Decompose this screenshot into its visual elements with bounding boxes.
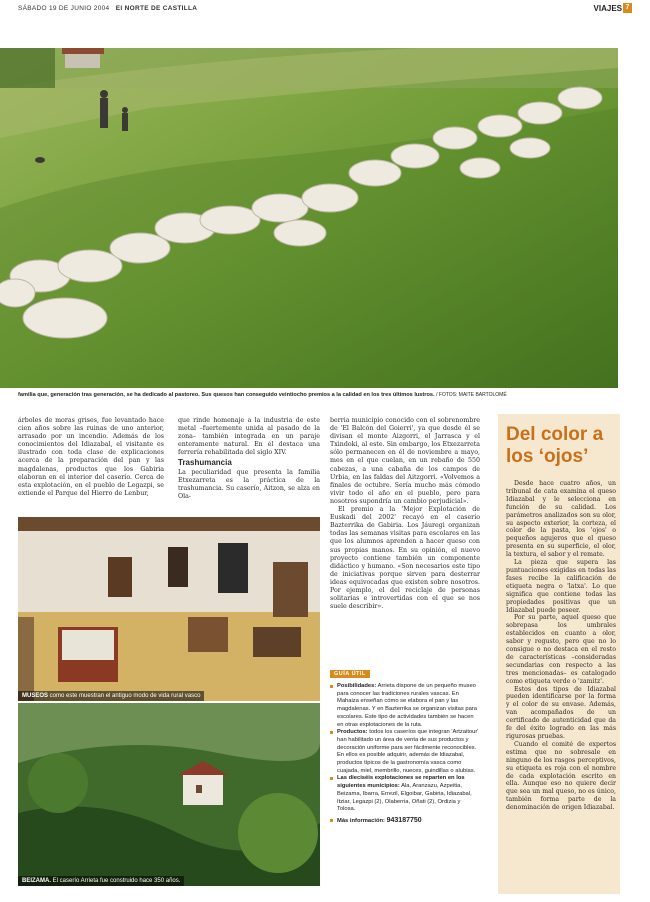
guide-item-label: Productos: — [337, 729, 368, 736]
useful-guide-box — [330, 660, 480, 888]
info-label: Más información: — [337, 817, 385, 824]
beizama-caption-text: El caserío Arrieta fue construido hace 350 años. — [51, 878, 181, 884]
guide-info — [330, 817, 480, 826]
guide-item — [330, 683, 480, 729]
page-number: 7 — [623, 3, 632, 13]
guide-item-text: Arrieta dispone de un pequeño museo para conocer las tradiciones rurales vascas. En Mahaiza enseñan cómo se elabora el pan y las magdalenas. Y en Bazterrika se organizan visitas para escolares. Este tipo de actividades también se hacen en otras explotaciones de la ruta. — [337, 683, 477, 728]
sheep-photo — [0, 48, 618, 388]
guide-item — [330, 775, 480, 814]
column-2-text: que rinde homenaje a la industria de este metal –fuertemente unida al pasado de la zona– también integrada en un paraje enteramente natural. En él destaca una ferrería rehabilitada del siglo XIV. — [178, 417, 320, 457]
article-column-1 — [18, 417, 164, 498]
sheep-flock-illustration — [0, 48, 618, 388]
museum-caption-text: como este muestran el antiguo modo de vida rural vasco — [48, 693, 201, 699]
sidebar-paragraph: Estos dos tipos de Idiazabal pueden identificarse por la forma y el color de su envase. Además, van acompañados de un certificado de autenticidad que da fe del éxito logrado en las más rigurosas pruebas. — [506, 685, 616, 740]
phone-number: 943187750 — [386, 816, 422, 824]
guide-tag: GUÍA ÚTIL — [330, 670, 370, 678]
article-column-3 — [330, 417, 480, 611]
header-date-line — [18, 5, 197, 12]
sidebar-title: Del color a los ‘ojos’ — [506, 424, 604, 467]
column-1-text: árboles de moras grises, fue levantado hace cien años sobre las ruinas de uno anterior, arrasado por un incendio. Además de los conocimientos del Idiazabal, el visitante es ilustrado con toda clase de explicaciones acerca de la preparación del pan y las magdalenas, productos que los Gabiria elaboran en el interior del caserío. Cerca de esta explotación, en el pueblo de Legazpi, se extiende el Parque del Hierro de Lenbur, — [18, 417, 164, 497]
guide-item-label: Las dieciséis explotaciones se reparten en los siguientes municipios: — [337, 775, 465, 790]
photo-credit: / FOTOS: MAITE BARTOLOMÉ — [436, 392, 507, 398]
sidebar-body — [506, 480, 616, 812]
guide-list — [330, 683, 480, 826]
newspaper-name: El NORTE DE CASTILLA — [115, 5, 198, 12]
page-header — [0, 0, 650, 16]
column-3-text: berria municipio conocido con el sobrenombre de 'El Balcón del Goierri', ya que desde él se divisan el monte Aizgorri, el Jarrasca y el Txindoki, al este. Sin embargo, los Etxezarreta sólo permanecen en él de noviembre a mayo, mes en el que cuelan, en un rebaño de 550 cabezas, a una cabaña de los campos de Urbia, en las faldas del Aitzgorri. «Volvemos a finales de octubre. Sería mucho más cómodo vivir todo el año en el pueblo, pero para nosotros supondría un cambio perjudicial». — [330, 417, 480, 505]
beizama-caption-label: BEIZAMA. — [22, 878, 51, 884]
section-name: VIAJES — [593, 4, 622, 13]
beizama-photo — [18, 703, 320, 886]
guide-item-text: Ala, Aranzazu, Azpeitia, Beizama, Ibarra, Errezil, Elgoibar, Gabiria, Idiazabal, Itziar, Legazpi (2), Olaberria, Oñati (2), Ordizia y Tolosa. — [337, 783, 472, 813]
sidebar-paragraph: Desde hace cuatro años, un tribunal de cata examina el queso Idiazabal y le selecciona en función de su calidad. Los parámetros analizados son su olor, su aspecto exterior, la corteza, el color de la pasta, los 'ojos' o pequeños agujeros que el queso presenta en su superficie, el olor, la textura, el sabor y el remate. — [506, 480, 616, 559]
column-3-text-2: El premio a la 'Mejor Explotación de Euskadi del 2002' recayó en el caserío Bazterrika de Gabiria. Los Jáuregi organizan todas las semanas visitas para escolares en las que los alumnos aprenden a hacer queso con sus propias manos. En su opinión, el nuevo proyecto contiene también un componente didáctico y humano. «Son necesarios este tipo de iniciativas porque sirven para desterrar ideas equivocadas que existen sobre nosotros. Por ejemplo, el del reciclaje de personas solitarias e introvertidas con el que se nos suele describir». — [330, 506, 480, 611]
caption-text: familia que, generación tras generación, se ha dedicado al pastoreo. Sus quesos han conseguido veintiocho premios a la calidad en los tres últimos lustros. — [18, 392, 435, 398]
beizama-landscape-illustration — [18, 703, 320, 886]
guide-item-label: Posibilidades: — [337, 683, 377, 689]
guide-item-text: todos los caseríos que integran 'Artzaitour' han habilitado un área de venta de sus productos y decoración uniforme para ser fácilmente reconocibles. En ellos es posible adquirir, además de Idiazabal, productos típicos de la gastronomía vasca como cuajada, miel, membrillo, nueces, guindillas o alubias. — [337, 729, 479, 774]
museum-photo — [18, 517, 320, 701]
museum-room-illustration — [18, 517, 320, 701]
museum-caption-label: MUSEOS — [22, 693, 49, 699]
sidebar-paragraph: Cuando el comité de expertos estima que no sobresale en ninguno de los rasgos perceptivos, su etiqueta es roja con el nombre de cada explotación escrito en ella. Aunque eso no quiere decir que sea un mal queso, no es único, también forma parte de la denominación de origen Idiazabal. — [506, 740, 616, 812]
guide-item — [330, 729, 480, 775]
column-2-text-2: La peculiaridad que presenta la familia Etxezarreta es la práctica de la trashumancia. Su caserío, Aitzon, se alza en Ola- — [178, 468, 320, 500]
sidebar-paragraph: Por su parte, aquel queso que sobrepasa los umbrales establecidos en cuanto a olor, sabor y regusto, pero que no lo consigue o no destaca en el resto de características –consideradas secundarias con respecto a las tres mencionadas– es catalogado como etiqueta verde o 'zamitz'. — [506, 614, 616, 685]
sidebar-paragraph: La pieza que supera las puntuaciones exigidas en todas las fases recibe la calificación de etiqueta negra o 'latxa'. Lo que significa que contiene todas las propiedades positivas que un Idiazabal puede poseer. — [506, 559, 616, 614]
museum-photo-caption — [18, 691, 204, 701]
beizama-photo-caption — [18, 876, 184, 886]
sidebar-box — [498, 414, 620, 894]
article-column-2 — [178, 417, 320, 501]
subheading-trashumancia: Trashumancia — [178, 458, 232, 468]
header-date: SÁBADO 19 DE JUNIO 2004 — [18, 5, 110, 12]
main-photo-caption — [18, 392, 618, 398]
